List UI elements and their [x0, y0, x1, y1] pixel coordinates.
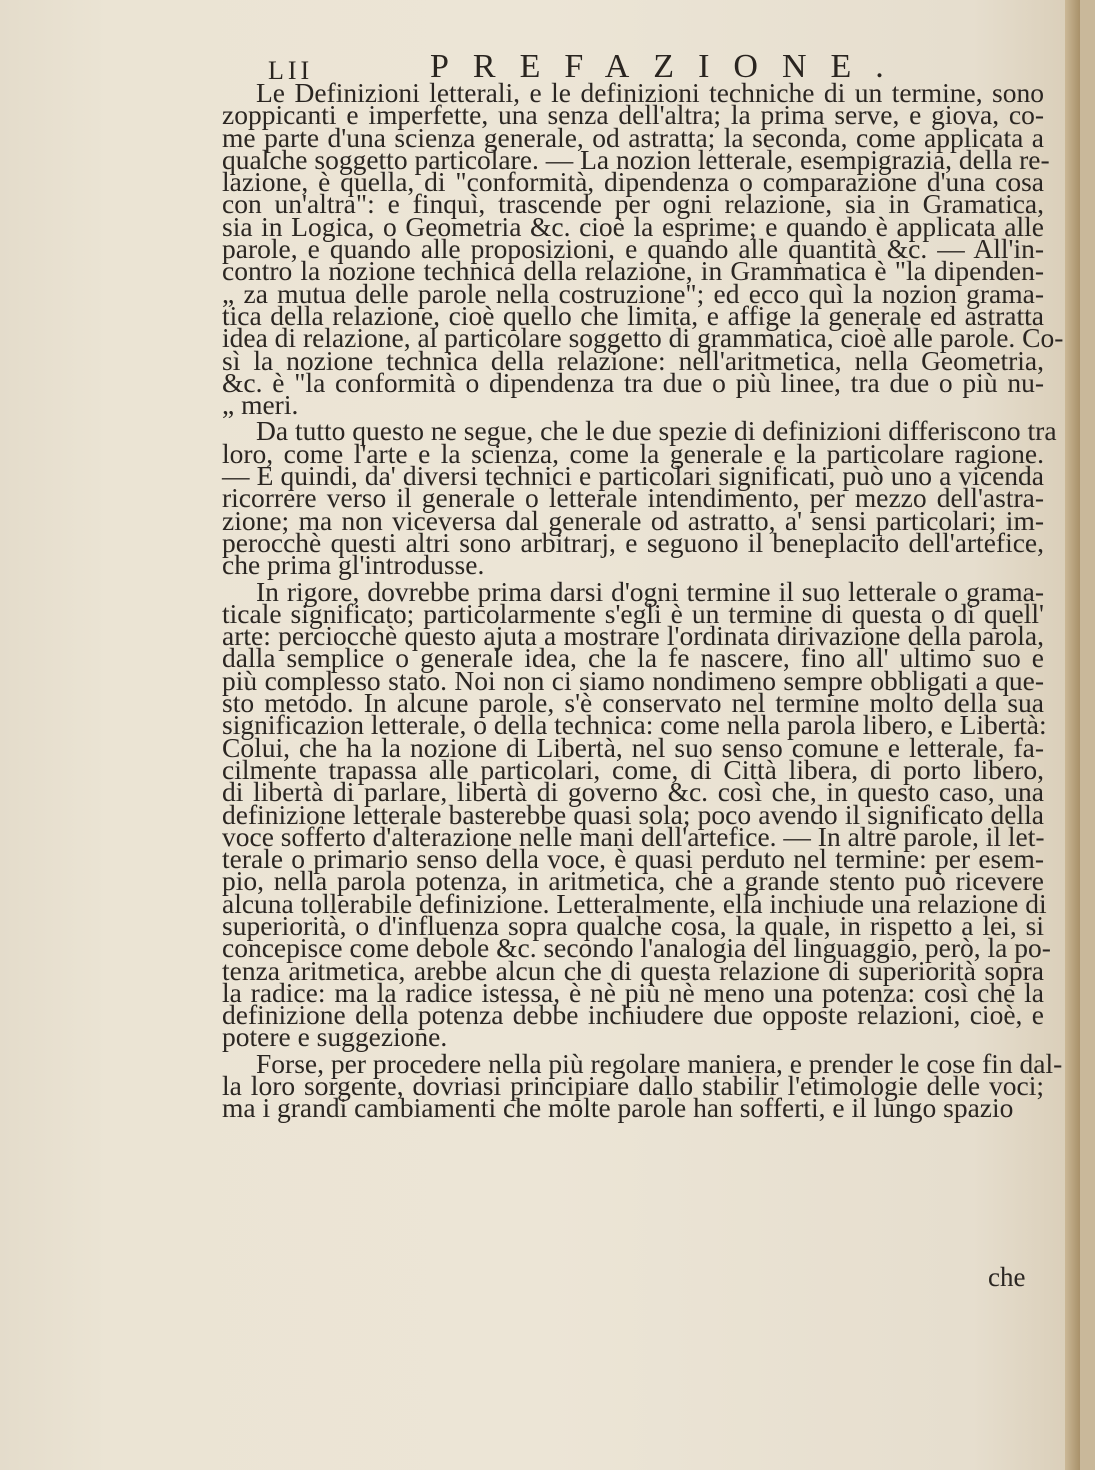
text-line: la loro sorgente, dovriasi principiare dallo stabilir l'etimologie delle voci;: [222, 1070, 1044, 1102]
text-line: me parte d'una scienza generale, od astratta; la seconda, come applicata a: [222, 121, 1044, 153]
text-line: arte: perciocchè questo ajuta a mostrare l'ordinata dirivazione della parola,: [222, 620, 1044, 652]
text-line: tica della relazione, cioè quello che limita, e affige la generale ed astratta: [222, 299, 1044, 331]
text-line: tenza aritmetica, arebbe alcun che di questa relazione di superiorità sopra: [222, 954, 1044, 986]
text-line: superiorità, o d'influenza sopra qualche cosa, la quale, in rispetto a lei, si: [222, 909, 1044, 941]
page-number: LII: [268, 56, 314, 85]
text-line: significazion letterale, o della technica: come nella parola libero, e Libertà:: [222, 709, 1047, 741]
text-line: loro, come l'arte e la scienza, come la generale e la particolare ragione.: [222, 437, 1044, 469]
text-line: dalla semplice o generale idea, che la fe nascere, fino all' ultimo suo e: [222, 642, 1044, 674]
text-line: qualche soggetto particolare. — La nozion letterale, esempigrazia, della re-: [222, 143, 1050, 175]
text-line: sto metodo. In alcune parole, s'è conservato nel termine molto della sua: [222, 687, 1044, 719]
text-line: terale o primario senso della voce, è quasi perduto nel termine: per esem-: [222, 843, 1044, 875]
text-line: la radice: ma la radice istessa, è nè più nè meno una potenza: così che la: [222, 976, 1044, 1008]
text-line: &c. è "la conformità o dipendenza tra due o più linee, tra due o più nu-: [222, 366, 1044, 398]
text-line: lazione, è quella, di "conformità, dipendenza o comparazione d'una cosa: [222, 166, 1044, 198]
text-line: zione; ma non viceversa dal generale od astratto, a' sensi particolari; im-: [222, 504, 1044, 536]
text-line: più complesso stato. Noi non ci siamo nondimeno sempre obbligati a que-: [222, 664, 1044, 696]
text-line: sì la nozione technica della relazione: nell'aritmetica, nella Geometria,: [222, 344, 1044, 376]
text-line: definizione letterale basterebbe quasi sola; poco avendo il significato della: [222, 798, 1044, 830]
paragraph: [222, 77, 1064, 421]
text-line: — E quindi, da' diversi technici e particolari significati, può uno a vicenda: [222, 460, 1044, 492]
text-line: voce sofferto d'alterazione nelle mani dell'artefice. — In altre parole, il let-: [222, 820, 1045, 852]
text-line: parole, e quando alle proposizioni, e quando alle quantità &c. — All'in-: [222, 233, 1044, 265]
text-line: perocchè questi altri sono arbitrarj, e seguono il beneplacito dell'artefice,: [222, 526, 1044, 558]
text-line: zoppicanti e imperfette, una senza dell'altra; la prima serve, e giova, co-: [222, 99, 1044, 131]
text-line: idea di relazione, al particolare soggetto di grammatica, cioè alle parole. Co-: [222, 322, 1064, 354]
text-line: concepisce come debole &c. secondo l'analogia del linguaggio, però, la po-: [222, 932, 1051, 964]
text-line: ricorrere verso il generale o letterale intendimento, per mezzo dell'astra-: [222, 482, 1044, 514]
text-line: „ za mutua delle parole nella costruzione"; ed ecco quì la nozion grama-: [222, 277, 1044, 309]
text-line: pio, nella parola potenza, in aritmetica, che a grande stento può ricevere: [222, 865, 1044, 897]
paragraph: [222, 415, 1057, 581]
text-line: alcuna tollerabile definizione. Letteralmente, ella inchiude una relazione di: [222, 887, 1047, 919]
text-line: con un'altra": e finquì, trascende per ogni relazione, sia in Gramatica,: [222, 188, 1044, 220]
text-line: cilmente trapassa alle particolari, come, di Città libera, di porto libero,: [222, 753, 1044, 785]
text-line: „ meri.: [222, 389, 299, 421]
text-line: ma i grandi cambiamenti che molte parole han sofferti, e il lungo spazio: [222, 1092, 1014, 1124]
catchword: che: [988, 1262, 1026, 1292]
text-line: Colui, che ha la nozione di Libertà, nel suo senso comune e letterale, fa-: [222, 731, 1044, 763]
paragraph: [222, 575, 1051, 1053]
text-line: contro la nozione technica della relazione, in Grammatica è "la dipenden-: [222, 255, 1044, 287]
text-line: ticale significato; particolarmente s'egli è un termine di questa o di quell': [222, 597, 1044, 629]
text-line: In rigore, dovrebbe prima darsi d'ogni termine il suo letterale o grama-: [256, 575, 1044, 607]
paragraph: [222, 1047, 1063, 1124]
text-line: Le Definizioni letterali, e le definizioni techniche di un termine, sono: [256, 77, 1044, 108]
text-line: potere e suggezione.: [222, 1021, 448, 1053]
running-title: PREFAZIONE.: [430, 48, 908, 85]
body-text: [222, 77, 1064, 1124]
text-line: definizione della potenza debbe inchiudere due opposte relazioni, cioè, e: [222, 999, 1044, 1031]
text-line: sia in Logica, o Geometria &c. cioè la esprime; e quando è applicata alle: [222, 210, 1044, 242]
text-line: di libertà di parlare, libertà di governo &c. così che, in questo caso, una: [222, 776, 1044, 808]
text-line: che prima gl'introdusse.: [222, 549, 485, 581]
text-line: Da tutto questo ne segue, che le due spezie di definizioni differiscono tra: [256, 415, 1057, 447]
page-edge: [1065, 0, 1080, 1470]
text-line: Forse, per procedere nella più regolare maniera, e prender le cose fin dal-: [256, 1047, 1063, 1079]
